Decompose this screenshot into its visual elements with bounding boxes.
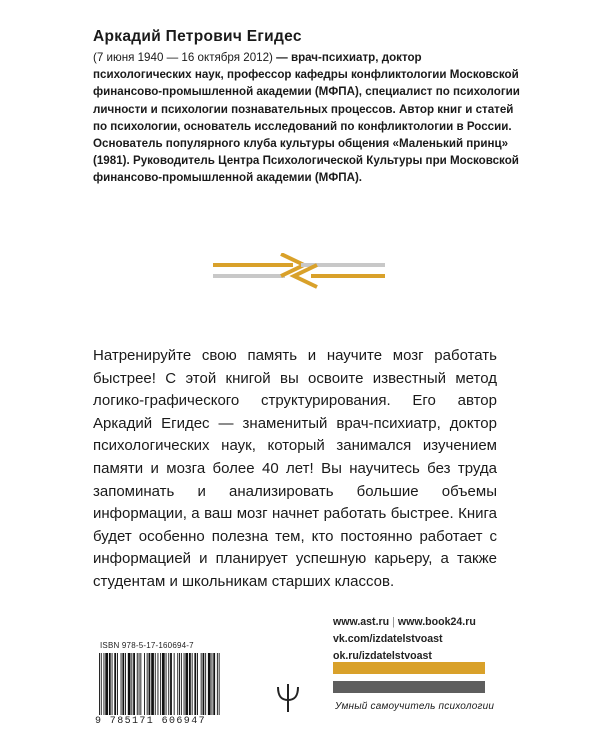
series-bar-orange (333, 662, 485, 674)
barcode-bar (192, 653, 193, 715)
psi-logo-icon (276, 683, 300, 713)
barcode-bar (112, 653, 113, 715)
author-bio (93, 49, 523, 187)
publisher-links (333, 614, 503, 665)
barcode-bar (205, 653, 206, 715)
barcode-bar (133, 653, 135, 715)
barcode-bar (185, 653, 188, 715)
barcode-bar (125, 653, 126, 715)
barcode-bar (184, 653, 185, 715)
barcode-bar (177, 653, 178, 715)
isbn-label: ISBN 978-5-17-160694-7 (100, 641, 194, 650)
barcode-bar (168, 653, 169, 715)
barcode-bar (105, 653, 108, 715)
barcode-bar (140, 653, 141, 715)
barcode-bar (197, 653, 198, 715)
barcode-bar (121, 653, 122, 715)
barcode-bar (114, 653, 116, 715)
barcode-bar (181, 653, 182, 715)
barcode-bar (194, 653, 196, 715)
book-blurb: Натренируйте свою память и научите мозг работать быстрее! С этой книгой вы освоите известный метод логико-графического структурирования. Его автор Аркадий Егидес — знаменитый врач-психиатр, доктор психологических наук, который занимался изучением памяти и мозга более 40 лет! Вы научитесь без труда запоминать и анализировать большие объемы информации, а ваш мозг начнет работать быстрее. Книга будет особенно полезна тем, кто постоянно работает с информацией и планирует успешную карьеру, а также студентам и школьникам старших классов. (93, 347, 497, 590)
barcode-bar (213, 653, 215, 715)
barcode-bar (160, 653, 161, 715)
barcode-bar (201, 653, 202, 715)
barcode-bar (139, 653, 140, 715)
barcode-bar (166, 653, 167, 715)
barcode-bar (203, 653, 205, 715)
barcode-bar (217, 653, 218, 715)
series-bar-gray (333, 681, 485, 693)
barcode-bar (147, 653, 148, 715)
barcode-bar (219, 653, 220, 715)
barcode-bar (212, 653, 213, 715)
barcode-bar (117, 653, 118, 715)
links-separator: | (392, 616, 395, 628)
arrows-divider-icon (213, 253, 385, 297)
barcode-bar (99, 653, 100, 715)
barcode-bar (170, 653, 172, 715)
series-title: Умный самоучитель психологии (335, 701, 495, 712)
barcode-bar (174, 653, 175, 715)
barcode-bar (137, 653, 138, 715)
author-dates: (7 июня 1940 — 16 октября 2012) (93, 51, 273, 64)
barcode-bar (149, 653, 151, 715)
barcode-bar (122, 653, 124, 715)
links-row-1 (333, 614, 503, 631)
barcode-bar (162, 653, 165, 715)
link-ast[interactable]: www.ast.ru (333, 616, 390, 628)
barcode-bar (144, 653, 145, 715)
link-ok[interactable]: ok.ru/izdatelstvoast (333, 650, 432, 662)
link-book24[interactable]: www.book24.ru (397, 616, 476, 628)
author-block (93, 28, 523, 187)
barcode-bar (189, 653, 191, 715)
author-description: — врач-психиатр, доктор психологических наук, профессор кафедры конфликтологии Московской финансово-промышленной академии (МФПА), специалист по психологии личности и психологии познавательных процессов. Автор книг и статей по психологии, основатель исследований по конфликтологии в России. Основатель популярного клуба культуры общения «Маленький принц» (1981). Руководитель Центра Психологической Культуры при Московской финансово-промышленной академии (МФПА). (93, 51, 520, 185)
barcode-bar (151, 653, 154, 715)
barcode-bar (155, 653, 156, 715)
barcode-digits: 9 785171 606947 (95, 716, 207, 727)
barcode-bar (104, 653, 105, 715)
barcode-bar (179, 653, 180, 715)
barcode-bar (158, 653, 159, 715)
barcode-bar (101, 653, 102, 715)
barcode-bar (109, 653, 111, 715)
barcode-bar (131, 653, 132, 715)
link-vk[interactable]: vk.com/izdatelstvoast (333, 633, 443, 645)
barcode-bar (128, 653, 131, 715)
barcode-bar (208, 653, 211, 715)
barcode (97, 653, 221, 715)
author-name: Аркадий Петрович Егидес (93, 28, 302, 45)
